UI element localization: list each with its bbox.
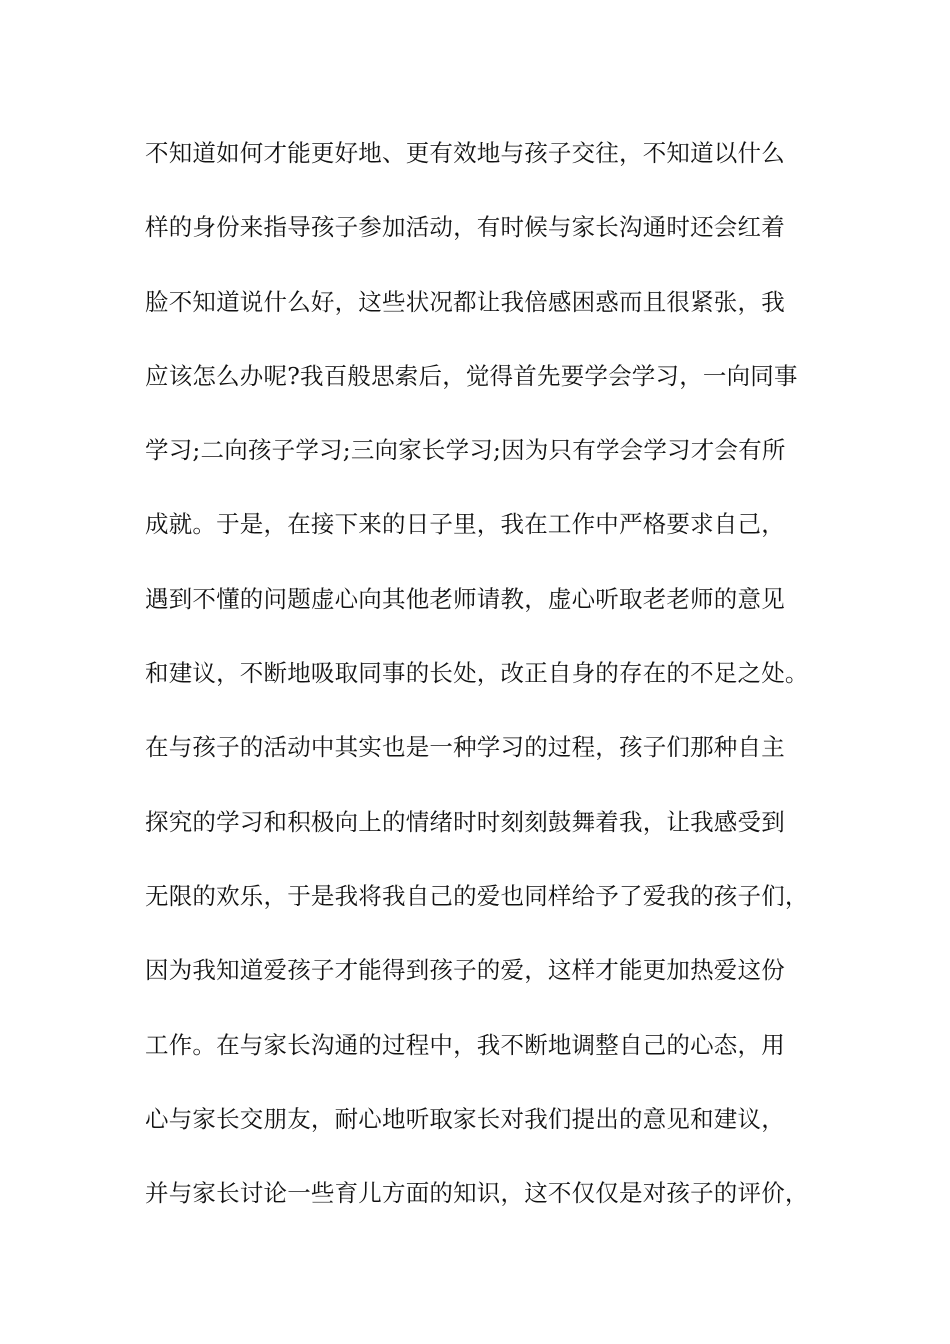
text-line: 不知道如何才能更好地、更有效地与孩子交往，不知道以什么	[145, 139, 785, 167]
text-line: 因为我知道爱孩子才能得到孩子的爱，这样才能更加热爱这份	[145, 956, 785, 985]
text-line: 工作。在与家长沟通的过程中，我不断地调整自己的心态，用	[145, 1030, 785, 1059]
text-line: 成就。于是，在接下来的日子里，我在工作中严格要求自己，	[145, 510, 785, 539]
body-text	[145, 130, 845, 1244]
text-line: 并与家长讨论一些育儿方面的知识，这不仅仅是对孩子的评价，	[145, 1179, 809, 1208]
text-line: 探究的学习和积极向上的情绪时时刻刻鼓舞着我，让我感受到	[145, 807, 785, 836]
text-line: 在与孩子的活动中其实也是一种学习的过程，孩子们那种自主	[145, 733, 785, 762]
text-line: 应该怎么办呢?我百般思索后，觉得首先要学会学习，一向同事	[145, 361, 798, 390]
text-line: 学习;二向孩子学习;三向家长学习;因为只有学会学习才会有所	[145, 436, 786, 465]
text-line: 无限的欢乐，于是我将我自己的爱也同样给予了爱我的孩子们，	[145, 881, 809, 910]
text-line: 心与家长交朋友，耐心地听取家长对我们提出的意见和建议，	[145, 1104, 785, 1133]
text-line: 和建议，不断地吸取同事的长处，改正自身的存在的不足之处。	[145, 659, 809, 688]
text-line: 脸不知道说什么好，这些状况都让我倍感困惑而且很紧张，我	[145, 287, 785, 316]
text-line: 遇到不懂的问题虚心向其他老师请教，虚心听取老老师的意见	[145, 584, 785, 613]
text-line: 样的身份来指导孩子参加活动，有时候与家长沟通时还会红着	[145, 213, 785, 242]
